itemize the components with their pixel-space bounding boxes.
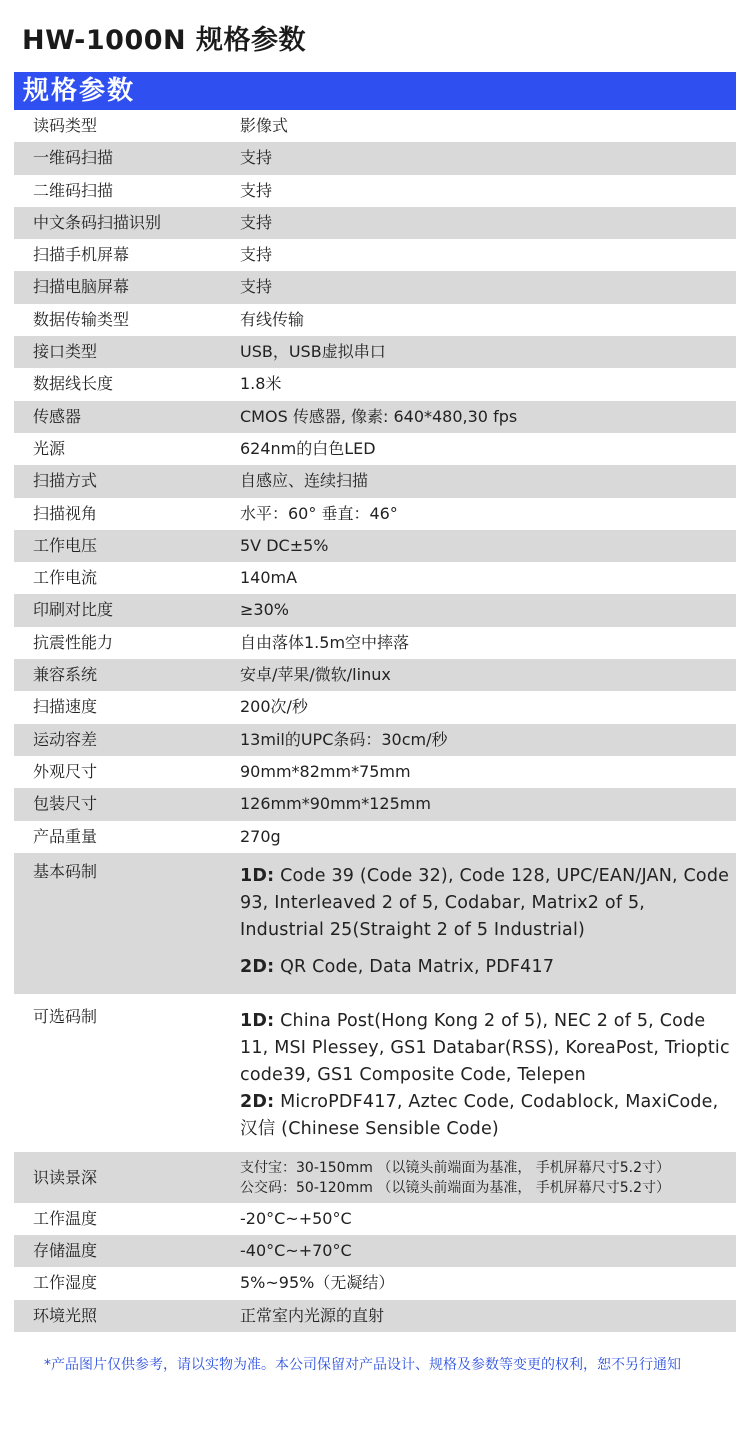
basic-2d-paragraph — [240, 954, 730, 981]
row-value: -20°C~+50°C — [240, 1208, 352, 1228]
row-value: 140mA — [240, 568, 298, 588]
table-row — [14, 756, 736, 788]
optional-1d-prefix: 1D: — [240, 1010, 275, 1031]
row-label: 接口类型 — [33, 342, 98, 362]
table-row — [14, 175, 736, 207]
basic-2d-text: QR Code, Data Matrix, PDF417 — [274, 956, 555, 977]
table-row — [14, 465, 736, 497]
row-label: 扫描方式 — [33, 471, 98, 491]
table-row-depth-of-field — [14, 1152, 736, 1203]
row-value: 13mil的UPC条码：30cm/秒 — [240, 729, 448, 749]
table-row — [14, 304, 736, 336]
table-row — [14, 271, 736, 303]
table-row — [14, 724, 736, 756]
row-value: 90mm*82mm*75mm — [240, 761, 411, 781]
row-label: 工作电流 — [33, 568, 98, 588]
page-title: HW-1000N 规格参数 — [22, 25, 307, 56]
table-row — [14, 401, 736, 433]
row-label: 数据线长度 — [33, 374, 114, 394]
table-row — [14, 1235, 736, 1267]
table-row — [14, 659, 736, 691]
row-label: 印刷对比度 — [33, 600, 114, 620]
row-value: 影像式 — [240, 116, 289, 135]
footnote-disclaimer: *产品图片仅供参考，请以实物为准。本公司保留对产品设计、规格及参数等变更的权利，恕不另行通知 — [44, 1357, 681, 1373]
row-label: 扫描视角 — [33, 503, 98, 523]
row-label: 外观尺寸 — [33, 761, 98, 781]
row-value: 支持 — [240, 148, 273, 168]
basic-2d-prefix: 2D: — [240, 956, 275, 977]
row-value: 5V DC±5% — [240, 535, 329, 555]
row-value: 126mm*90mm*125mm — [240, 794, 431, 814]
row-label: 工作温度 — [33, 1208, 98, 1228]
row-label: 产品重量 — [33, 826, 98, 846]
table-row-optional-symbologies — [14, 994, 736, 1152]
table-row — [14, 433, 736, 465]
row-value: 支持 — [240, 212, 273, 232]
row-value: 水平：60° 垂直：46° — [240, 503, 398, 523]
row-label: 基本码制 — [33, 861, 98, 881]
table-row — [14, 142, 736, 174]
basic-symbologies-value — [240, 863, 730, 981]
table-row — [14, 530, 736, 562]
optional-1d-text: China Post(Hong Kong 2 of 5), NEC 2 of 5, Code 11, MSI Plessey, GS1 Databar(RSS), KoreaPost, Trioptic code39, GS1 Composite Code, Telepen — [240, 1010, 730, 1085]
table-row — [14, 627, 736, 659]
row-value: 支持 — [240, 180, 273, 200]
row-label: 兼容系统 — [33, 665, 98, 685]
table-row — [14, 110, 736, 142]
optional-2d-paragraph — [240, 1089, 730, 1143]
row-label: 扫描电脑屏幕 — [33, 277, 130, 297]
row-value: 支持 — [240, 277, 273, 297]
row-label: 包装尺寸 — [33, 794, 98, 814]
optional-2d-prefix: 2D: — [240, 1091, 275, 1112]
row-label: 可选码制 — [33, 1006, 98, 1026]
row-label: 扫描速度 — [33, 697, 98, 717]
row-label: 识读景深 — [33, 1167, 98, 1187]
row-label: 光源 — [33, 438, 66, 458]
row-label: 存储温度 — [33, 1241, 98, 1261]
depth-of-field-value — [240, 1158, 670, 1198]
row-label: 数据传输类型 — [33, 309, 130, 329]
table-row — [14, 498, 736, 530]
table-row — [14, 691, 736, 723]
table-row — [14, 1203, 736, 1235]
table-row — [14, 239, 736, 271]
row-label: 工作电压 — [33, 535, 98, 555]
table-row — [14, 368, 736, 400]
spec-table — [14, 110, 736, 1332]
row-label: 二维码扫描 — [33, 180, 114, 200]
row-value: 624nm的白色LED — [240, 438, 376, 458]
row-label: 环境光照 — [33, 1305, 98, 1325]
row-value: 200次/秒 — [240, 697, 308, 717]
optional-symbologies-value — [240, 1008, 730, 1143]
row-value: 有线传输 — [240, 309, 305, 329]
row-label: 传感器 — [33, 406, 82, 426]
row-value: 1.8米 — [240, 374, 282, 394]
depth-line-transit: 公交码：50-120mm （以镜头前端面为基准， 手机屏幕尺寸5.2寸） — [240, 1179, 671, 1196]
row-label: 扫描手机屏幕 — [33, 245, 130, 265]
row-value: 自感应、连续扫描 — [240, 471, 369, 491]
table-row — [14, 1267, 736, 1299]
row-value: 正常室内光源的直射 — [240, 1305, 385, 1325]
row-value: 支持 — [240, 245, 273, 265]
table-row-basic-symbologies — [14, 853, 736, 994]
row-label: 中文条码扫描识别 — [33, 212, 162, 232]
basic-1d-text: Code 39 (Code 32), Code 128, UPC/EAN/JAN, Code 93, Interleaved 2 of 5, Codabar, Matrix2 of 5, Industrial 25(Straight 2 of 5 Industrial) — [240, 865, 730, 940]
row-label: 抗震性能力 — [33, 632, 114, 652]
row-value: USB，USB虚拟串口 — [240, 342, 386, 362]
table-row — [14, 207, 736, 239]
basic-1d-paragraph — [240, 863, 730, 944]
table-row — [14, 788, 736, 820]
table-row — [14, 821, 736, 853]
row-label: 读码类型 — [33, 116, 98, 135]
optional-2d-text: MicroPDF417, Aztec Code, Codablock, MaxiCode, 汉信 (Chinese Sensible Code) — [240, 1091, 719, 1139]
table-row — [14, 336, 736, 368]
row-value: 270g — [240, 826, 281, 846]
row-value: 自由落体1.5m空中摔落 — [240, 632, 410, 652]
row-value: 5%~95%（无凝结） — [240, 1273, 395, 1293]
row-value: -40°C~+70°C — [240, 1241, 352, 1261]
optional-1d-paragraph — [240, 1008, 730, 1089]
row-value: CMOS 传感器, 像素: 640*480,30 fps — [240, 406, 518, 426]
row-value: ≥30% — [240, 600, 289, 620]
row-label: 工作湿度 — [33, 1273, 98, 1293]
depth-line-alipay: 支付宝：30-150mm （以镜头前端面为基准， 手机屏幕尺寸5.2寸） — [240, 1159, 671, 1176]
row-label: 一维码扫描 — [33, 148, 114, 168]
row-label: 运动容差 — [33, 729, 98, 749]
section-banner-specs: 规格参数 — [14, 72, 736, 110]
table-row — [14, 594, 736, 626]
table-row — [14, 1300, 736, 1332]
basic-1d-prefix: 1D: — [240, 865, 275, 886]
row-value: 安卓/苹果/微软/linux — [240, 665, 391, 685]
table-row — [14, 562, 736, 594]
